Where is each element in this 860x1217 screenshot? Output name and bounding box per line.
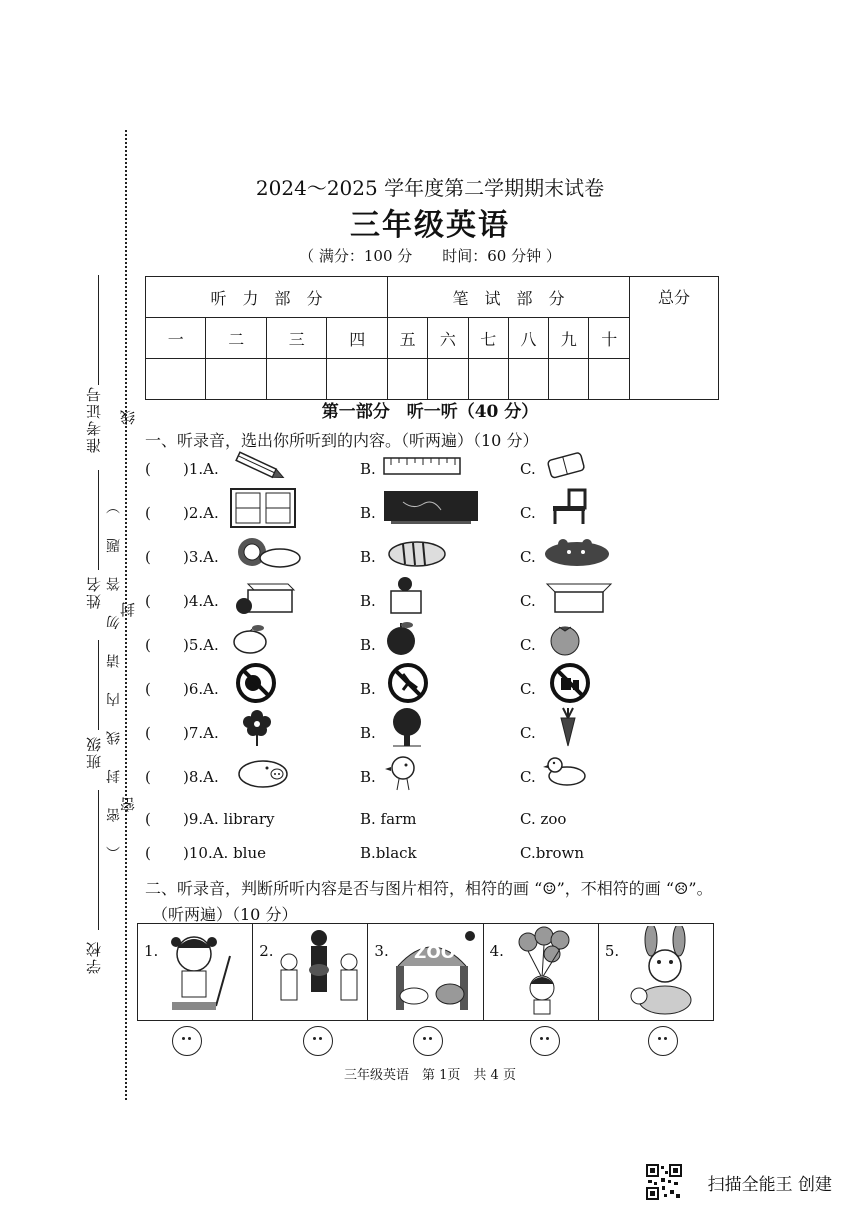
col-header: 七: [468, 318, 508, 359]
blackboard-icon: [383, 490, 479, 526]
face-answer-3[interactable]: [413, 1026, 443, 1056]
tiger-icon: [383, 536, 449, 570]
writing-header: 笔 试 部 分: [387, 277, 629, 318]
option-c: C.: [520, 548, 536, 566]
exam-number-line: [98, 275, 99, 385]
mango-icon: [230, 622, 270, 656]
listening-header: 听 力 部 分: [146, 277, 388, 318]
question-row: [145, 758, 745, 798]
option-b: B.: [360, 768, 376, 786]
question-text: )10.A. blue: [183, 844, 267, 862]
score-cell[interactable]: [549, 359, 589, 400]
col-header: 四: [327, 318, 388, 359]
answer-paren[interactable]: (: [145, 548, 151, 566]
question-number: )6.A.: [183, 680, 219, 698]
picture-cell: [253, 924, 368, 1020]
class-line: [98, 640, 99, 730]
window-icon: [230, 488, 296, 528]
col-header: 六: [428, 318, 468, 359]
option-c: C.: [520, 636, 536, 654]
question-number: )5.A.: [183, 636, 219, 654]
answer-paren[interactable]: (: [145, 768, 151, 786]
picture-number: 1.: [144, 942, 159, 960]
question-row: [145, 450, 745, 490]
score-cell[interactable]: [327, 359, 388, 400]
option-b: B. farm: [360, 810, 417, 828]
option-c: C.: [520, 768, 536, 786]
pencil-icon: [230, 450, 290, 482]
question-row: [145, 670, 745, 710]
picture-cell: [599, 924, 713, 1020]
exam-year-title: 2024～2025 学年度第二学期期末试卷: [255, 176, 605, 200]
seal-char-feng: 封: [119, 600, 137, 617]
option-b: B.: [360, 548, 376, 566]
option-c: C.: [520, 680, 536, 698]
class-label: 班级: [85, 735, 103, 769]
answer-paren[interactable]: (: [145, 460, 151, 478]
score-cell[interactable]: [589, 359, 630, 400]
no-talking-icon: [233, 662, 279, 704]
seal-char-line: 线: [119, 408, 137, 425]
option-c: C.brown: [520, 844, 585, 862]
question-number: )2.A.: [183, 504, 219, 522]
picture-number: 3.: [374, 942, 389, 960]
score-cell[interactable]: [266, 359, 326, 400]
zoo-sign-text: ZOO: [414, 943, 456, 963]
school-line: [98, 790, 99, 930]
name-label: 姓名: [85, 575, 103, 609]
score-cell[interactable]: [387, 359, 427, 400]
school-label: 学校: [85, 940, 103, 974]
question-row: [145, 834, 745, 874]
answer-paren[interactable]: (: [145, 724, 151, 742]
question-row: [145, 626, 745, 666]
score-cell[interactable]: [468, 359, 508, 400]
score-cell[interactable]: [206, 359, 266, 400]
girl-sweeping-icon: [152, 926, 252, 1018]
flower-icon: [237, 708, 277, 748]
col-header: 十: [589, 318, 630, 359]
orange-icon: [545, 620, 585, 656]
part1-title: 第一部分 听一听（40 分）: [321, 402, 539, 422]
qr-code-icon: [646, 1164, 682, 1200]
col-header: 二: [206, 318, 266, 359]
question-row: [145, 582, 745, 622]
tree-icon: [385, 706, 429, 748]
col-header: 五: [387, 318, 427, 359]
empty-box-icon: [543, 576, 615, 614]
section2-sub: （听两遍）（10 分）: [152, 905, 298, 924]
answer-paren[interactable]: (: [145, 844, 151, 862]
col-header: 一: [146, 318, 206, 359]
rabbits-icon: [613, 926, 713, 1018]
question-number: )7.A.: [183, 724, 219, 742]
chick-icon: [381, 752, 421, 794]
apple-icon: [381, 620, 421, 656]
picture-cell: [368, 924, 483, 1020]
answer-paren[interactable]: (: [145, 636, 151, 654]
question-row: [145, 538, 745, 578]
ball-on-box-icon: [383, 576, 433, 614]
chair-icon: [547, 488, 593, 526]
score-cell[interactable]: [146, 359, 206, 400]
picture-cell: [138, 924, 253, 1020]
option-b: B.black: [360, 844, 417, 862]
picture-number: 2.: [259, 942, 274, 960]
seal-char-mi: 密: [119, 795, 137, 812]
option-c: C.: [520, 592, 536, 610]
eraser-icon: [545, 450, 589, 480]
score-cell[interactable]: [508, 359, 548, 400]
girl-balloons-icon: [498, 926, 598, 1018]
no-running-icon: [385, 662, 431, 704]
family-icon: [269, 926, 369, 1018]
answer-paren[interactable]: (: [145, 810, 151, 828]
question-row: [145, 494, 745, 534]
total-header: 总分: [630, 277, 719, 400]
option-b: B.: [360, 636, 376, 654]
score-table: [145, 276, 719, 400]
answer-paren[interactable]: (: [145, 680, 151, 698]
no-eating-icon: [547, 662, 593, 704]
question-number: )4.A.: [183, 592, 219, 610]
option-c: C. zoo: [520, 810, 567, 828]
scanner-brand: 扫描全能王 创建: [707, 1175, 832, 1195]
picture-strip: [137, 923, 714, 1021]
face-answer-1[interactable]: [172, 1026, 202, 1056]
ruler-icon: [383, 456, 463, 478]
pig-icon: [231, 754, 291, 790]
col-header: 九: [549, 318, 589, 359]
col-header: 八: [508, 318, 548, 359]
question-number: )3.A.: [183, 548, 219, 566]
duck-icon: [543, 754, 589, 788]
section2-instruction: 二、听录音，判断所听内容是否与图片相符，相符的画 “☺”，不相符的画 “☹”。: [145, 879, 713, 898]
option-b: B.: [360, 724, 376, 742]
question-text: )9.A. library: [183, 810, 275, 828]
question-number: )8.A.: [183, 768, 219, 786]
option-b: B.: [360, 680, 376, 698]
face-answer-2[interactable]: [303, 1026, 333, 1056]
score-cell[interactable]: [428, 359, 468, 400]
option-b: B.: [360, 592, 376, 610]
section1-instruction: 一、听录音，选出你所听到的内容。（听两遍）（10 分）: [145, 431, 539, 450]
seal-notice: （ 密 封 线 内 请 勿 答 题 ）: [106, 490, 122, 861]
bear-icon: [541, 536, 613, 568]
face-answer-4[interactable]: [530, 1026, 560, 1056]
col-header: 三: [266, 318, 326, 359]
exam-main-title: 三年级英语: [350, 208, 510, 243]
option-b: B.: [360, 504, 376, 522]
lion-icon: [230, 536, 308, 570]
picture-number: 4.: [489, 942, 504, 960]
option-c: C.: [520, 504, 536, 522]
question-row: [145, 714, 745, 754]
option-c: C.: [520, 724, 536, 742]
exam-meta: （ 满分：100 分 时间：60 分钟 ）: [299, 247, 561, 265]
name-line: [98, 470, 99, 570]
option-b: B.: [360, 460, 376, 478]
carrot-icon: [553, 706, 583, 748]
exam-number-label: 准考证号: [85, 385, 103, 453]
option-c: C.: [520, 460, 536, 478]
question-number: )1.A.: [183, 460, 219, 478]
ball-beside-box-icon: [230, 578, 296, 614]
answer-paren[interactable]: (: [145, 504, 151, 522]
answer-paren[interactable]: (: [145, 592, 151, 610]
picture-cell: [484, 924, 599, 1020]
page-footer: 三年级英语 第 1页 共 4 页: [344, 1068, 516, 1083]
picture-number: 5.: [604, 942, 620, 960]
face-answer-5[interactable]: [648, 1026, 678, 1056]
zoo-gate-icon: [382, 926, 482, 1018]
